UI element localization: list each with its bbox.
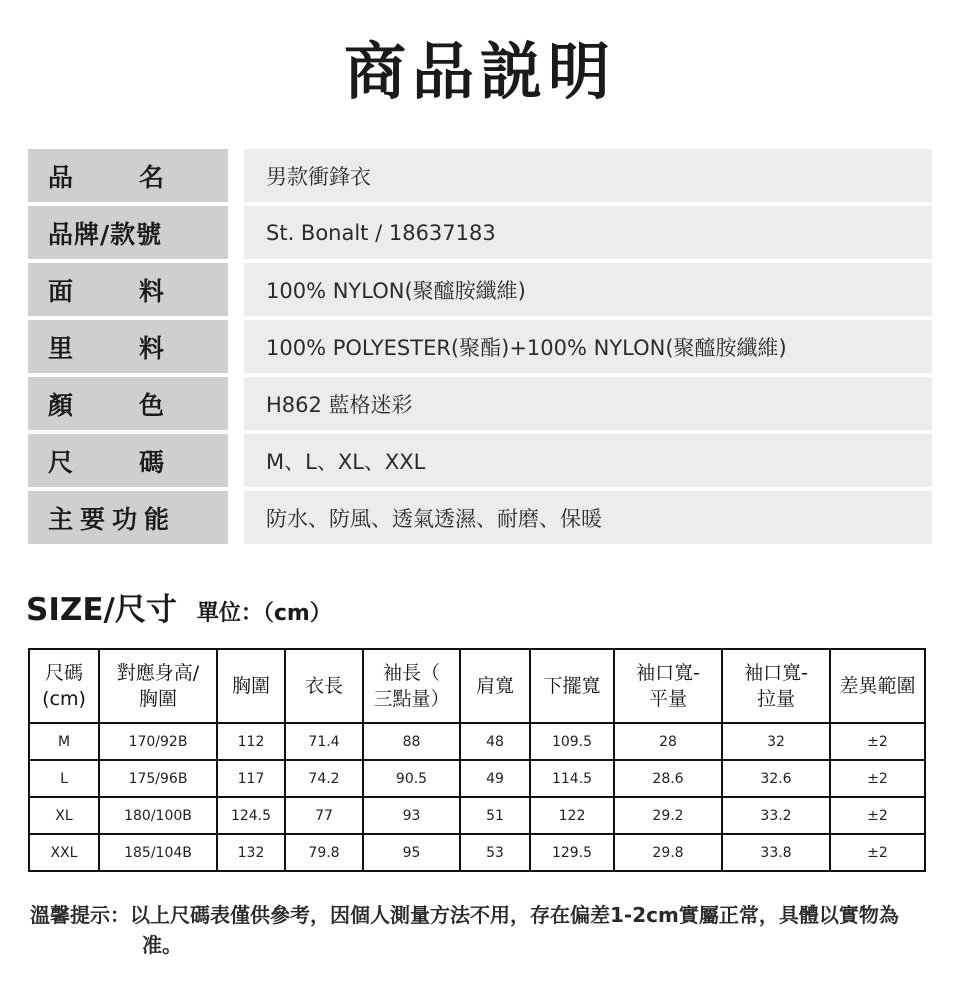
size-cell: 88 bbox=[363, 723, 460, 760]
spec-label-part: 色 bbox=[138, 390, 164, 420]
spec-value: 100% POLYESTER(聚酯)+100% NYLON(聚醯胺纖維) bbox=[244, 320, 932, 373]
spec-label bbox=[28, 491, 228, 544]
size-cell: 74.2 bbox=[285, 760, 363, 797]
spec-label-part: 面 bbox=[48, 276, 74, 306]
size-cell: 129.5 bbox=[530, 834, 614, 871]
size-table-header bbox=[29, 649, 925, 723]
size-column-header-line: 衣長 bbox=[304, 675, 343, 697]
size-column-header-line: 尺碼 bbox=[44, 662, 83, 684]
size-cell: 77 bbox=[285, 797, 363, 834]
size-column-header-line: (cm) bbox=[42, 688, 86, 710]
size-table-body bbox=[29, 723, 925, 871]
size-cell: 51 bbox=[460, 797, 530, 834]
spec-row bbox=[28, 491, 932, 544]
spec-row bbox=[28, 377, 932, 430]
size-column-header bbox=[460, 649, 530, 723]
spec-label-part: 料 bbox=[138, 333, 164, 363]
size-unit: 單位：（cm） bbox=[196, 601, 332, 626]
size-cell: 132 bbox=[217, 834, 285, 871]
product-spec-list bbox=[28, 149, 932, 548]
size-cell: 122 bbox=[530, 797, 614, 834]
spec-label-part: 品 bbox=[48, 162, 74, 192]
size-table-row bbox=[29, 797, 925, 834]
size-table-row bbox=[29, 760, 925, 797]
size-column-header bbox=[722, 649, 830, 723]
size-column-header-line: 平量 bbox=[648, 688, 687, 710]
spec-label-part: 顏 bbox=[48, 390, 74, 420]
size-column-header bbox=[217, 649, 285, 723]
size-cell: 112 bbox=[217, 723, 285, 760]
spec-label-part: 尺 bbox=[48, 447, 74, 477]
spec-row bbox=[28, 434, 932, 487]
spec-value: 100% NYLON(聚醯胺纖維) bbox=[244, 263, 932, 316]
spec-row bbox=[28, 320, 932, 373]
size-cell: ±2 bbox=[830, 834, 925, 871]
size-column-header-line: 對應身高/ bbox=[116, 662, 200, 684]
size-column-header bbox=[99, 649, 217, 723]
size-column-header-line: 差異範圍 bbox=[839, 675, 916, 697]
size-cell: 180/100B bbox=[99, 797, 217, 834]
size-note: 溫馨提示：以上尺碼表僅供參考，因個人測量方法不用，存在偏差1-2cm實屬正常，具體以實物為准。 bbox=[30, 903, 899, 957]
spec-label bbox=[28, 263, 228, 316]
size-column-header-line: 袖口寬- bbox=[636, 662, 700, 684]
size-cell: 28 bbox=[614, 723, 722, 760]
size-cell: 114.5 bbox=[530, 760, 614, 797]
size-column-header-line: 下擺寬 bbox=[543, 675, 601, 697]
size-column-header bbox=[285, 649, 363, 723]
size-cell: 90.5 bbox=[363, 760, 460, 797]
size-cell: 79.8 bbox=[285, 834, 363, 871]
size-cell: XL bbox=[29, 797, 99, 834]
spec-label-part: 里 bbox=[48, 333, 74, 363]
size-cell: 71.4 bbox=[285, 723, 363, 760]
size-cell: 109.5 bbox=[530, 723, 614, 760]
size-cell: 28.6 bbox=[614, 760, 722, 797]
size-column-header-line: 袖口寬- bbox=[744, 662, 808, 684]
size-column-header-line: 胸圍 bbox=[231, 675, 270, 697]
size-column-header-line: 胸圍 bbox=[138, 688, 177, 710]
spec-label-part: 名 bbox=[138, 162, 164, 192]
size-cell: 93 bbox=[363, 797, 460, 834]
size-cell: 33.2 bbox=[722, 797, 830, 834]
size-cell: ±2 bbox=[830, 723, 925, 760]
size-column-header bbox=[530, 649, 614, 723]
size-cell: 49 bbox=[460, 760, 530, 797]
size-cell: 124.5 bbox=[217, 797, 285, 834]
size-column-header bbox=[363, 649, 460, 723]
spec-label-part: 碼 bbox=[138, 447, 164, 477]
size-cell: 32.6 bbox=[722, 760, 830, 797]
size-title: SIZE/尺寸 bbox=[26, 592, 177, 628]
size-cell: XXL bbox=[29, 834, 99, 871]
spec-label-part: 品牌/款號 bbox=[48, 219, 163, 249]
spec-value: M、L、XL、XXL bbox=[244, 434, 932, 487]
size-cell: 48 bbox=[460, 723, 530, 760]
size-table-row bbox=[29, 834, 925, 871]
size-cell: 185/104B bbox=[99, 834, 217, 871]
size-cell: 170/92B bbox=[99, 723, 217, 760]
size-column-header bbox=[830, 649, 925, 723]
size-column-header-line: 拉量 bbox=[756, 688, 795, 710]
spec-label bbox=[28, 149, 228, 202]
spec-row bbox=[28, 149, 932, 202]
size-cell: ±2 bbox=[830, 797, 925, 834]
size-cell: 53 bbox=[460, 834, 530, 871]
size-cell: 29.2 bbox=[614, 797, 722, 834]
spec-label bbox=[28, 377, 228, 430]
size-cell: 29.8 bbox=[614, 834, 722, 871]
spec-value: 男款衝鋒衣 bbox=[244, 149, 932, 202]
size-cell: 32 bbox=[722, 723, 830, 760]
spec-value: 防水、防風、透氣透濕、耐磨、保暖 bbox=[244, 491, 932, 544]
size-cell: 175/96B bbox=[99, 760, 217, 797]
size-table bbox=[28, 648, 926, 872]
page-title: 商品説明 bbox=[343, 35, 616, 108]
size-column-header-line: 袖長（ bbox=[382, 662, 440, 684]
size-heading bbox=[26, 584, 332, 629]
size-cell: ±2 bbox=[830, 760, 925, 797]
size-cell: 95 bbox=[363, 834, 460, 871]
spec-label-part: 主要功能 bbox=[48, 504, 177, 534]
size-cell: 33.8 bbox=[722, 834, 830, 871]
size-column-header-line: 肩寬 bbox=[475, 675, 514, 697]
size-cell: M bbox=[29, 723, 99, 760]
spec-label bbox=[28, 434, 228, 487]
size-column-header bbox=[614, 649, 722, 723]
spec-value: H862 藍格迷彩 bbox=[244, 377, 932, 430]
spec-label-part: 料 bbox=[138, 276, 164, 306]
spec-value: St. Bonalt / 18637183 bbox=[244, 206, 932, 259]
size-cell: 117 bbox=[217, 760, 285, 797]
spec-row bbox=[28, 206, 932, 259]
spec-label bbox=[28, 320, 228, 373]
size-column-header-line: 三點量） bbox=[373, 688, 450, 710]
size-cell: L bbox=[29, 760, 99, 797]
spec-row bbox=[28, 263, 932, 316]
size-column-header bbox=[29, 649, 99, 723]
spec-label bbox=[28, 206, 228, 259]
size-table-row bbox=[29, 723, 925, 760]
